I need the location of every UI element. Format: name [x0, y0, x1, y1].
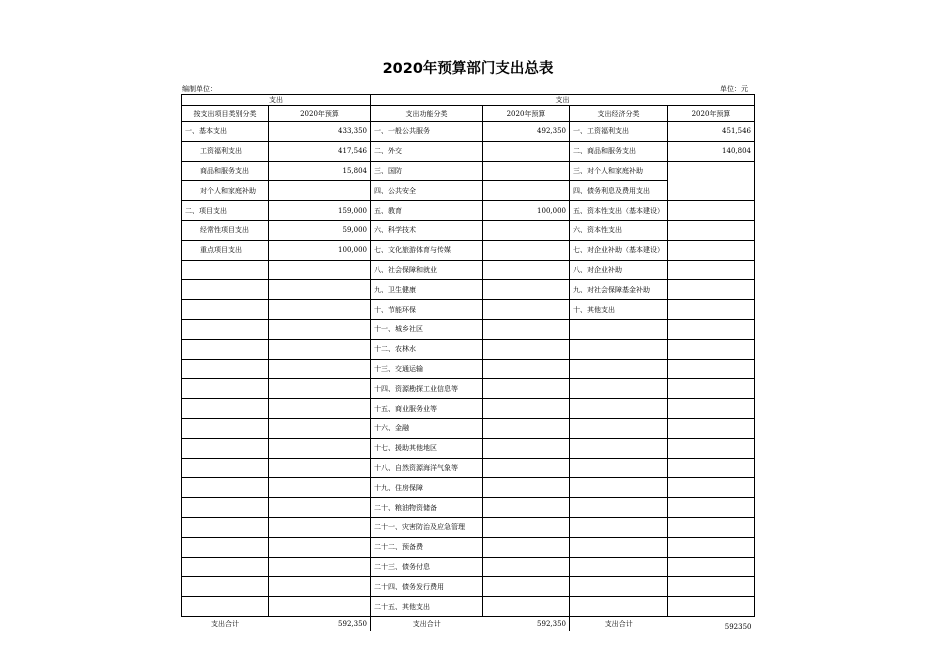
economic-cell [570, 379, 668, 399]
function-cell: 二十五、其他支出 [371, 597, 483, 617]
category-cell: 一、基本支出 [182, 122, 269, 142]
function-amount [483, 181, 570, 201]
function-cell: 十九、住房保障 [371, 478, 483, 498]
category-amount [269, 399, 371, 419]
table-row [182, 300, 755, 320]
table-row [182, 161, 755, 181]
category-amount: 100,000 [269, 240, 371, 260]
economic-amount [668, 557, 755, 577]
function-cell: 八、社会保障和就业 [371, 260, 483, 280]
category-amount [269, 280, 371, 300]
category-cell [182, 319, 269, 339]
economic-amount [668, 379, 755, 399]
group-header-right: 支出 [371, 95, 755, 106]
category-cell [182, 498, 269, 518]
group-header-left: 支出 [182, 95, 371, 106]
table-row [182, 240, 755, 260]
function-cell: 三、国防 [371, 161, 483, 181]
category-amount [269, 181, 371, 201]
category-amount [269, 300, 371, 320]
table-row [182, 458, 755, 478]
economic-amount [668, 438, 755, 458]
function-amount: 492,350 [483, 122, 570, 142]
function-cell: 十七、援助其他地区 [371, 438, 483, 458]
table-row [182, 379, 755, 399]
category-amount [269, 537, 371, 557]
economic-amount: 451,546 [668, 122, 755, 142]
category-cell: 经常性项目支出 [182, 220, 269, 240]
category-cell [182, 478, 269, 498]
category-amount [269, 517, 371, 537]
table-row [182, 260, 755, 280]
column-header: 按支出项目类别分类 [182, 106, 269, 122]
economic-amount [668, 418, 755, 438]
economic-amount [668, 201, 755, 221]
category-amount: 417,546 [269, 141, 371, 161]
economic-amount [668, 240, 755, 260]
function-cell: 四、公共安全 [371, 181, 483, 201]
category-amount [269, 438, 371, 458]
economic-cell [570, 438, 668, 458]
economic-amount [668, 339, 755, 359]
table-row [182, 399, 755, 419]
table-row [182, 359, 755, 379]
function-amount [483, 557, 570, 577]
function-cell: 十三、交通运输 [371, 359, 483, 379]
function-amount [483, 458, 570, 478]
economic-cell: 九、对社会保障基金补助 [570, 280, 668, 300]
category-amount [269, 458, 371, 478]
category-amount [269, 379, 371, 399]
total-label: 支出合计 [182, 616, 269, 631]
expenditure-table [181, 94, 755, 631]
table-row [182, 557, 755, 577]
economic-cell: 三、对个人和家庭补助 [570, 161, 668, 181]
economic-cell [570, 458, 668, 478]
function-cell: 十一、城乡社区 [371, 319, 483, 339]
function-cell: 十八、自然资源海洋气象等 [371, 458, 483, 478]
category-cell [182, 339, 269, 359]
function-amount [483, 379, 570, 399]
total-label: 支出合计 [371, 616, 483, 631]
category-cell: 二、项目支出 [182, 201, 269, 221]
column-header: 2020年预算 [269, 106, 371, 122]
category-cell [182, 418, 269, 438]
function-amount [483, 280, 570, 300]
economic-cell: 八、对企业补助 [570, 260, 668, 280]
function-cell: 一、一般公共服务 [371, 122, 483, 142]
function-amount [483, 161, 570, 181]
function-cell: 十四、资源勘探工业信息等 [371, 379, 483, 399]
table-row [182, 577, 755, 597]
table-row [182, 537, 755, 557]
function-amount [483, 260, 570, 280]
column-header: 支出功能分类 [371, 106, 483, 122]
category-cell [182, 557, 269, 577]
column-header: 支出经济分类 [570, 106, 668, 122]
function-cell: 二、外交 [371, 141, 483, 161]
column-header: 2020年预算 [668, 106, 755, 122]
table-row [182, 280, 755, 300]
function-amount [483, 597, 570, 617]
column-header-row [182, 106, 755, 122]
function-amount [483, 339, 570, 359]
economic-cell [570, 319, 668, 339]
economic-cell [570, 577, 668, 597]
function-amount [483, 498, 570, 518]
economic-amount [668, 181, 755, 201]
function-cell: 九、卫生健康 [371, 280, 483, 300]
economic-cell: 七、对企业补助（基本建设） [570, 240, 668, 260]
economic-amount [668, 359, 755, 379]
function-cell: 十二、农林水 [371, 339, 483, 359]
category-cell: 对个人和家庭补助 [182, 181, 269, 201]
category-amount [269, 498, 371, 518]
category-cell [182, 577, 269, 597]
economic-amount [668, 399, 755, 419]
total-amount: 592350 [668, 616, 755, 631]
column-header: 2020年预算 [483, 106, 570, 122]
category-cell [182, 458, 269, 478]
economic-amount [668, 458, 755, 478]
economic-amount [668, 517, 755, 537]
function-cell: 二十、粮油物资储备 [371, 498, 483, 518]
table-row [182, 339, 755, 359]
category-cell [182, 359, 269, 379]
economic-cell [570, 478, 668, 498]
table-row [182, 201, 755, 221]
function-cell: 五、教育 [371, 201, 483, 221]
function-amount [483, 478, 570, 498]
currency-unit: 单位：元 [720, 85, 748, 93]
function-amount [483, 240, 570, 260]
function-cell: 十、节能环保 [371, 300, 483, 320]
function-cell: 二十一、灾害防治及应急管理 [371, 517, 483, 537]
function-cell: 六、科学技术 [371, 220, 483, 240]
table-row [182, 597, 755, 617]
function-amount [483, 300, 570, 320]
economic-cell [570, 339, 668, 359]
category-amount [269, 478, 371, 498]
category-cell [182, 517, 269, 537]
function-amount [483, 319, 570, 339]
table-row [182, 418, 755, 438]
unit-label: 编制单位： [182, 85, 217, 93]
table-row [182, 438, 755, 458]
function-amount: 100,000 [483, 201, 570, 221]
economic-cell [570, 517, 668, 537]
category-amount [269, 557, 371, 577]
category-amount: 15,804 [269, 161, 371, 181]
category-amount: 59,000 [269, 220, 371, 240]
function-cell: 七、文化旅游体育与传媒 [371, 240, 483, 260]
economic-amount [668, 577, 755, 597]
economic-cell [570, 359, 668, 379]
table-row [182, 220, 755, 240]
economic-amount [668, 498, 755, 518]
economic-cell [570, 597, 668, 617]
table-row [182, 498, 755, 518]
economic-amount [668, 280, 755, 300]
category-cell [182, 537, 269, 557]
function-amount [483, 577, 570, 597]
category-amount [269, 260, 371, 280]
table-row [182, 122, 755, 142]
economic-amount [668, 537, 755, 557]
category-amount [269, 418, 371, 438]
function-amount [483, 438, 570, 458]
economic-amount [668, 161, 755, 181]
category-amount: 433,350 [269, 122, 371, 142]
economic-cell: 六、资本性支出 [570, 220, 668, 240]
economic-cell: 五、资本性支出（基本建设） [570, 201, 668, 221]
table-row [182, 319, 755, 339]
category-cell: 重点项目支出 [182, 240, 269, 260]
category-amount [269, 577, 371, 597]
function-cell: 二十二、预备费 [371, 537, 483, 557]
total-amount: 592,350 [269, 616, 371, 631]
economic-cell: 十、其他支出 [570, 300, 668, 320]
category-cell [182, 597, 269, 617]
economic-amount [668, 220, 755, 240]
economic-amount: 140,804 [668, 141, 755, 161]
function-amount [483, 141, 570, 161]
category-amount [269, 339, 371, 359]
category-cell: 工资福利支出 [182, 141, 269, 161]
economic-cell [570, 557, 668, 577]
category-cell [182, 260, 269, 280]
table-row [182, 478, 755, 498]
category-cell [182, 280, 269, 300]
economic-cell [570, 537, 668, 557]
economic-amount [668, 260, 755, 280]
function-cell: 二十三、债务付息 [371, 557, 483, 577]
category-cell [182, 379, 269, 399]
total-label: 支出合计 [570, 616, 668, 631]
economic-amount [668, 597, 755, 617]
economic-amount [668, 478, 755, 498]
table-row [182, 141, 755, 161]
category-cell [182, 399, 269, 419]
table-row [182, 181, 755, 201]
function-amount [483, 517, 570, 537]
function-cell: 二十四、债务发行费用 [371, 577, 483, 597]
economic-cell [570, 498, 668, 518]
category-cell [182, 300, 269, 320]
function-amount [483, 399, 570, 419]
function-cell: 十六、金融 [371, 418, 483, 438]
category-cell: 商品和服务支出 [182, 161, 269, 181]
economic-cell: 四、债务利息及费用支出 [570, 181, 668, 201]
function-amount [483, 537, 570, 557]
economic-cell [570, 418, 668, 438]
economic-amount [668, 319, 755, 339]
category-amount: 159,000 [269, 201, 371, 221]
function-amount [483, 220, 570, 240]
category-amount [269, 319, 371, 339]
function-cell: 十五、商业服务业等 [371, 399, 483, 419]
total-row [182, 616, 755, 631]
category-amount [269, 359, 371, 379]
economic-amount [668, 300, 755, 320]
group-header-row [182, 95, 755, 106]
page-title: 2020年预算部门支出总表 [382, 61, 554, 77]
function-amount [483, 418, 570, 438]
category-cell [182, 438, 269, 458]
economic-cell: 一、工资福利支出 [570, 122, 668, 142]
category-amount [269, 597, 371, 617]
total-amount: 592,350 [483, 616, 570, 631]
function-amount [483, 359, 570, 379]
economic-cell: 二、商品和服务支出 [570, 141, 668, 161]
table-row [182, 517, 755, 537]
economic-cell [570, 399, 668, 419]
